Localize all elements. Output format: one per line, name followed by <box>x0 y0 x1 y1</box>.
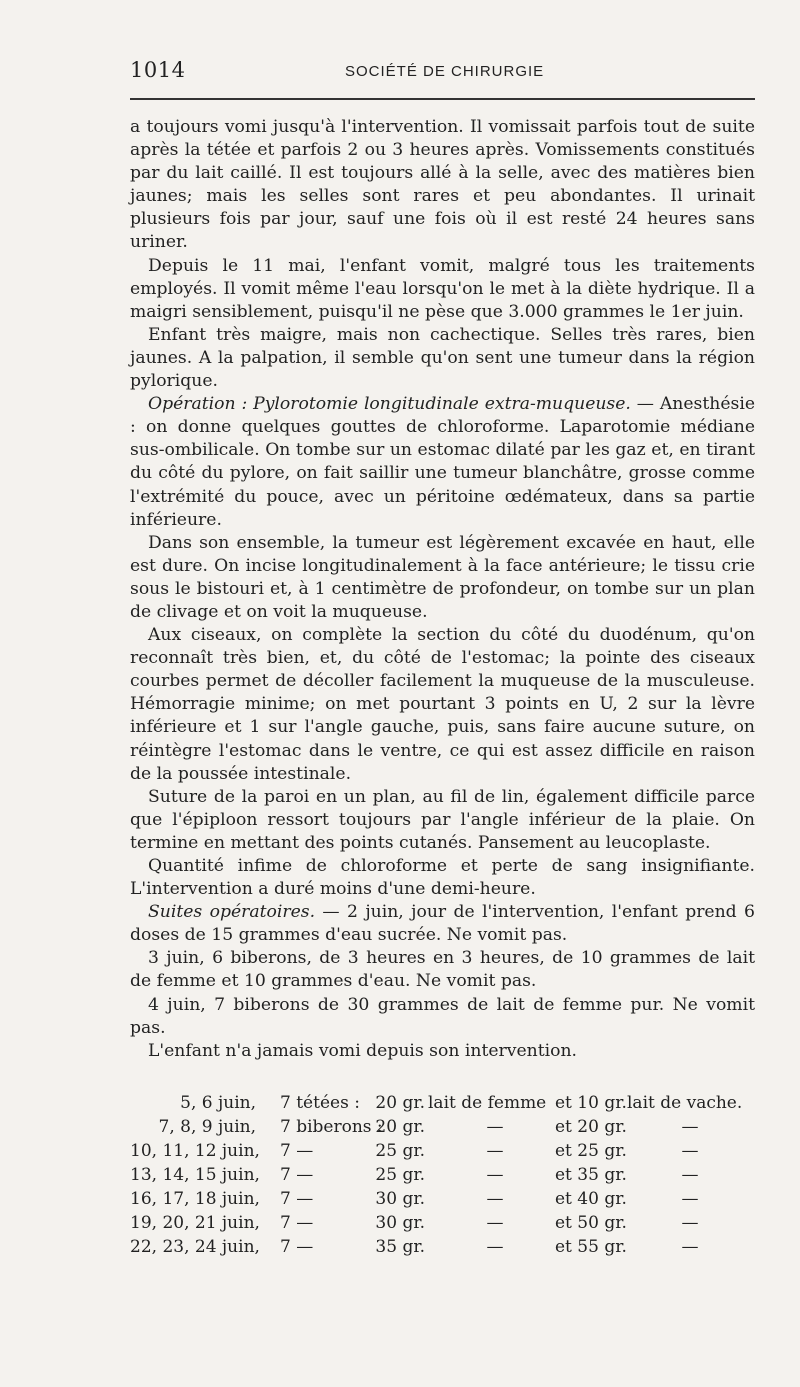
cell-mode: 7 — <box>280 1213 314 1233</box>
cell-grams: 30 gr. <box>375 1189 425 1209</box>
cell-cow: — <box>681 1117 699 1137</box>
paragraph-text: — 2 juin, jour de l'intervention, l'enfant prend 6 doses de 15 grammes d'eau sucrée. Ne vomit pas. <box>130 902 755 946</box>
cell-grams: 35 gr. <box>375 1237 425 1257</box>
cell-days: 13, 14, 15 juin, <box>130 1165 260 1185</box>
table-row <box>130 1141 760 1165</box>
table-row <box>130 1165 760 1189</box>
table-row <box>130 1093 760 1117</box>
cell-cow: — <box>681 1165 699 1185</box>
paragraph: Dans son ensemble, la tumeur est légèrement excavée en haut, elle est dure. On incise longitudinalement à la face antérieure; le tissu crie sous le bistouri et, à 1 centimètre de profondeur, on tombe sur un plan de clivage et on voit la muqueuse. <box>130 532 755 622</box>
body-text <box>130 116 755 1063</box>
paragraph: L'enfant n'a jamais vomi depuis son intervention. <box>148 1040 577 1061</box>
paragraph: Suture de la paroi en un plan, au fil de lin, également difficile parce que l'épiploon ressort toujours par l'angle inférieur de la plaie. On termine en mettant des points cutanés. Pansement au leucoplaste. <box>130 786 755 853</box>
cell-cow: — <box>681 1213 699 1233</box>
cell-grams: 25 gr. <box>375 1141 425 1161</box>
suites-heading: Suites opératoires. <box>148 902 316 923</box>
cell-woman: — <box>486 1165 504 1185</box>
paragraph: Aux ciseaux, on complète la section du côté du duodénum, qu'on reconnaît très bien, et, du côté de l'estomac; la pointe des ciseaux courbes permet de décoller facilement la muqueuse de la musculeuse. Hémorragie minime; on met pourtant 3 points en U, 2 sur la lèvre inférieure et 1 sur l'angle gauche, puis, sans faire aucune suture, on réintègre l'estomac dans le ventre, ce qui est assez difficile en raison de la poussée intestinale. <box>130 625 755 784</box>
paragraph: 3 juin, 6 biberons, de 3 heures en 3 heures, de 10 grammes de lait de femme et 10 grammes d'eau. Ne vomit pas. <box>130 948 755 992</box>
paragraph: 4 juin, 7 biberons de 30 grammes de lait de femme pur. Ne vomit pas. <box>130 994 755 1038</box>
cell-mode: 7 tétées : <box>280 1093 360 1113</box>
running-head: SOCIÉTÉ DE CHIRURGIE <box>345 63 545 80</box>
cell-woman: — <box>486 1237 504 1257</box>
cell-woman: — <box>486 1141 504 1161</box>
cell-grams: 25 gr. <box>375 1165 425 1185</box>
cell-woman: — <box>486 1189 504 1209</box>
paragraph: Enfant très maigre, mais non cachectique. Selles très rares, bien jaunes. A la palpation, il semble qu'on sent une tumeur dans la région pylorique. <box>130 324 755 392</box>
cell-cow: — <box>681 1237 699 1257</box>
cell-cow-grams: et 40 gr. <box>555 1189 627 1209</box>
cell-woman: — <box>486 1213 504 1233</box>
cell-cow-grams: et 25 gr. <box>555 1141 627 1161</box>
cell-mode: 7 — <box>280 1237 314 1257</box>
cell-cow-grams: et 10 gr. <box>555 1093 627 1113</box>
cell-mode: 7 — <box>280 1141 314 1161</box>
cell-days: 10, 11, 12 juin, <box>130 1141 260 1161</box>
cell-days: 19, 20, 21 juin, <box>130 1213 260 1233</box>
paragraph: Quantité infime de chloroforme et perte de sang insignifiante. L'intervention a duré moins d'une demi-heure. <box>130 856 755 900</box>
cell-grams: 20 gr. <box>375 1093 425 1113</box>
cell-woman: lait de femme <box>428 1093 547 1113</box>
operation-heading: Opération : Pylorotomie longitudinale extra-muqueuse. <box>148 394 631 415</box>
cell-days: 22, 23, 24 juin, <box>130 1237 260 1257</box>
paragraph: a toujours vomi jusqu'à l'intervention. Il vomissait parfois tout de suite après la tétée et parfois 2 ou 3 heures après. Vomissements constitués par du lait caillé. Il est toujours allé à la selle, avec des matières bien jaunes; mais les selles sont rares et peu abondantes. Il urinait plusieurs fois par jour, sauf une fois où il est resté 24 heures sans uriner. <box>130 117 755 253</box>
table-row <box>130 1237 760 1261</box>
page-header <box>130 58 755 86</box>
table-row <box>130 1189 760 1213</box>
cell-mode: 7 — <box>280 1165 314 1185</box>
cell-days: 5, 6 juin, <box>180 1093 256 1113</box>
header-rule <box>130 98 755 100</box>
table-row <box>130 1213 760 1237</box>
cell-mode: 7 biberons : <box>280 1117 383 1137</box>
feeding-table <box>130 1093 760 1261</box>
cell-woman: — <box>486 1117 504 1137</box>
table-row <box>130 1117 760 1141</box>
page-number: 1014 <box>130 58 186 82</box>
paragraph <box>130 901 755 947</box>
cell-cow: — <box>681 1141 699 1161</box>
cell-grams: 20 gr. <box>375 1117 425 1137</box>
cell-grams: 30 gr. <box>375 1213 425 1233</box>
cell-days: 7, 8, 9 juin, <box>158 1117 256 1137</box>
paragraph: Depuis le 11 mai, l'enfant vomit, malgré tous les traitements employés. Il vomit même l'eau lorsqu'on le met à la diète hydrique. Il a maigri sensiblement, puisqu'il ne pèse que 3.000 grammes le 1er juin. <box>130 255 755 322</box>
cell-cow-grams: et 35 gr. <box>555 1165 627 1185</box>
paragraph-text: — Anesthésie : on donne quelques gouttes de chloroforme. Laparotomie médiane sus-ombilicale. On tombe sur un estomac dilaté par les gaz et, en tirant du côté du pylore, on fait saillir une tumeur blanchâtre, grosse comme l'extrémité du pouce, avec un péritoine œdémateux, dans sa partie inférieure. <box>130 394 755 530</box>
cell-cow-grams: et 50 gr. <box>555 1213 627 1233</box>
cell-days: 16, 17, 18 juin, <box>130 1189 260 1209</box>
paragraph <box>130 393 755 532</box>
cell-cow: lait de vache. <box>627 1093 743 1113</box>
cell-cow: — <box>681 1189 699 1209</box>
cell-cow-grams: et 55 gr. <box>555 1237 627 1257</box>
cell-cow-grams: et 20 gr. <box>555 1117 627 1137</box>
cell-mode: 7 — <box>280 1189 314 1209</box>
